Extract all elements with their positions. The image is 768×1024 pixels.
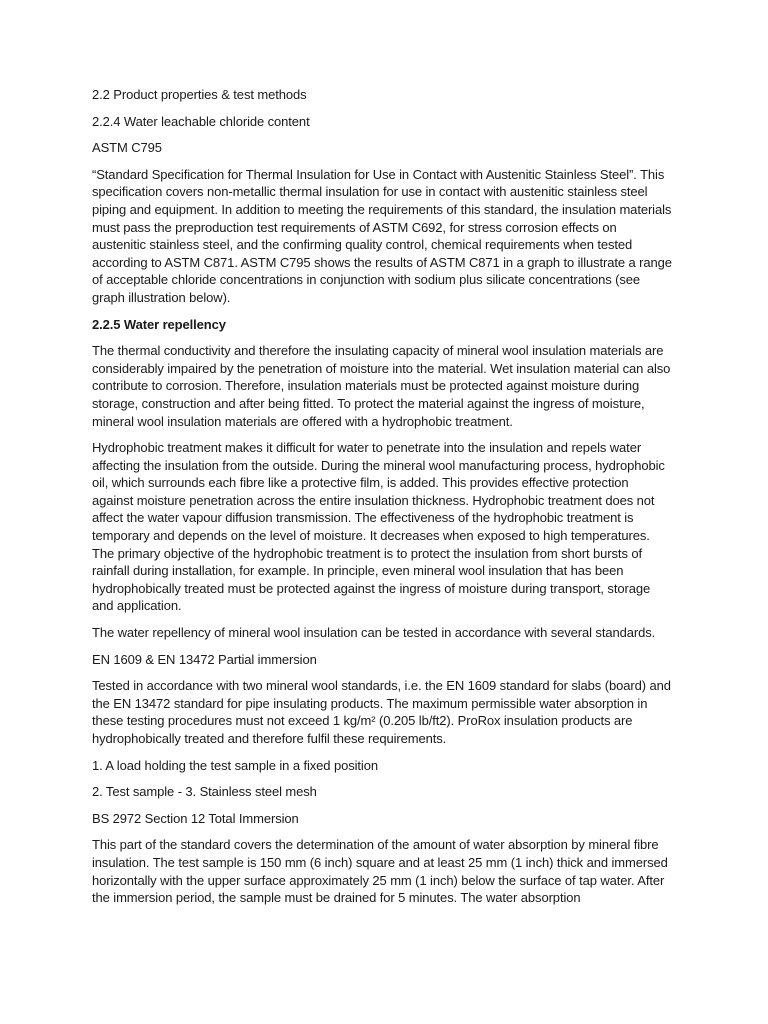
list-item-2: 2. Test sample - 3. Stainless steel mesh — [92, 784, 317, 800]
water-repellency-paragraph-2: Hydrophobic treatment makes it difficult for water to penetrate into the insulation and repels water affecting the insulation from the outside. During the mineral wool manufacturing process, hydrophobic oil, which surrounds each fibre like a protective film, is added. This provides effective protection against moisture penetration across the entire insulation thickness. Hydrophobic treatment does not affect the water vapour diffusion transmission. The effectiveness of the hydrophobic treatment is temporary and depends on the level of moisture. It decreases when exposed to high temperatures. The primary objective of the hydrophobic treatment is to protect the insulation from short bursts of rainfall during installation, for example. In principle, even mineral wool insulation that has been hydrophobically treated must be protected against the ingress of moisture during transport, storage and application. — [92, 440, 665, 614]
astm-c795-paragraph: “Standard Specification for Thermal Insulation for Use in Contact with Austenitic Stainless Steel”. This specification covers non-metallic thermal insulation for use in contact with austenitic stainless steel piping and equipment. In addition to meeting the requirements of this standard, the insulation materials must pass the preproduction test requirements of ASTM C692, for stress corrosion effects on austenitic stainless steel, and the confirming quality control, chemical requirements when tested according to ASTM C871. ASTM C795 shows the results of ASTM C871 in a graph to illustrate a range of acceptable chloride concentrations in conjunction with sodium plus silicate concentrations (see graph illustration below). — [92, 166, 672, 305]
section-heading-2-2-4: 2.2.4 Water leachable chloride content — [92, 113, 310, 129]
section-heading-2-2-5: 2.2.5 Water repellency — [92, 316, 226, 332]
en-1609-label: EN 1609 & EN 13472 Partial immersion — [92, 651, 317, 667]
astm-c795-label: ASTM C795 — [92, 140, 162, 156]
en-1609-paragraph: Tested in accordance with two mineral wool standards, i.e. the EN 1609 standard for slabs (board) and the EN 13472 standard for pipe insulating products. The maximum permissible water absorption in these testing procedures must not exceed 1 kg/m² (0.205 lb/ft2). ProRox insulation products are hydrophobically treated and therefore fulfil these requirements. — [92, 678, 671, 746]
section-heading-2-2: 2.2 Product properties & test methods — [92, 87, 307, 102]
list-item-1: 1. A load holding the test sample in a fixed position — [92, 757, 378, 773]
water-repellency-paragraph-1: The thermal conductivity and therefore the insulating capacity of mineral wool insulation materials are considerably impaired by the penetration of moisture into the material. Wet insulation material can also contribute to corrosion. Therefore, insulation materials must be protected against moisture during storage, construction and after being fitted. To protect the material against the ingress of moisture, mineral wool insulation materials are offered with a hydrophobic treatment. — [92, 343, 671, 429]
water-repellency-paragraph-3: The water repellency of mineral wool insulation can be tested in accordance with several standards. — [92, 625, 656, 641]
bs-2972-paragraph: This part of the standard covers the determination of the amount of water absorption by mineral fibre insulation. The test sample is 150 mm (6 inch) square and at least 25 mm (1 inch) thick and immersed horizontally with the upper surface approximately 25 mm (1 inch) below the surface of tap water. After the immersion period, the sample must be drained for 5 minutes. The water absorption — [92, 837, 668, 906]
bs-2972-label: BS 2972 Section 12 Total Immersion — [92, 810, 299, 826]
